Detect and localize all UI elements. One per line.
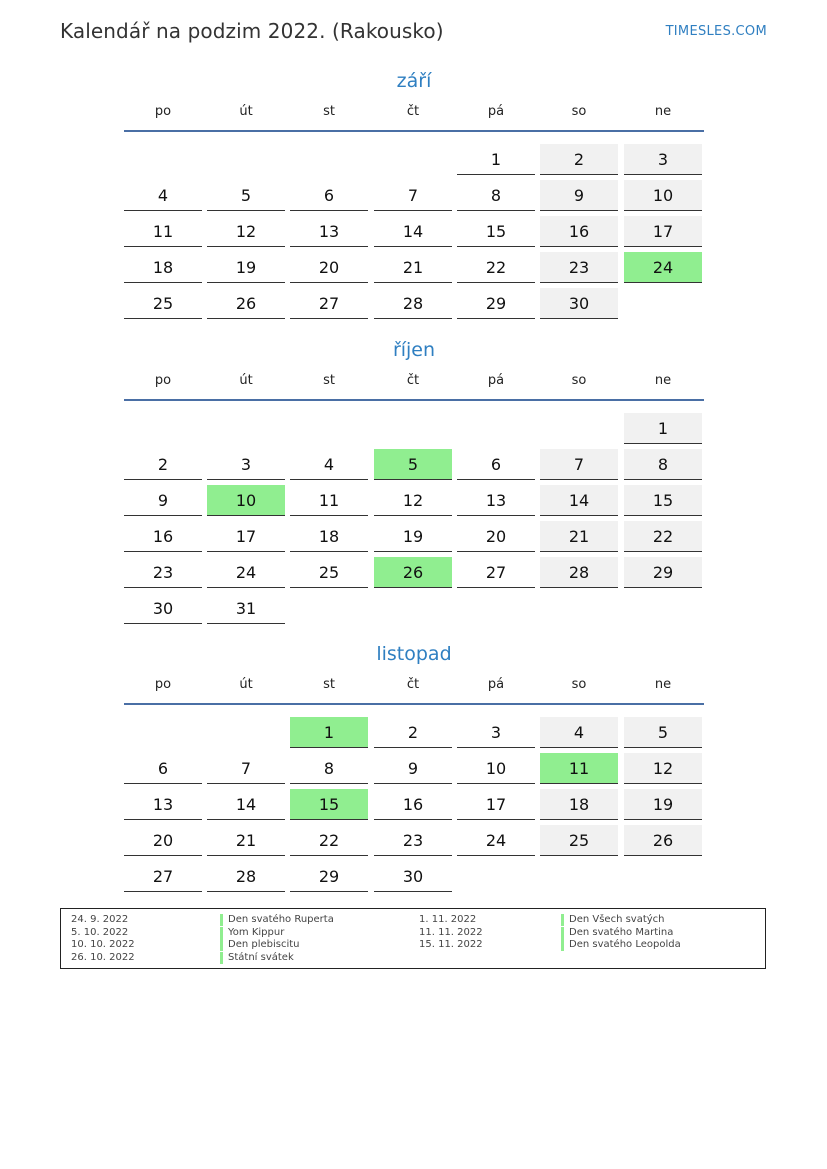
site-link[interactable]: TIMESLES.COM	[665, 24, 767, 39]
month-title: září	[396, 70, 432, 92]
day-cell: 28	[374, 288, 452, 319]
day-cell: 11	[290, 485, 368, 516]
day-cell: 8	[624, 449, 702, 480]
day-cell: 13	[124, 789, 202, 820]
day-cell: 11	[124, 216, 202, 247]
day-cell: 6	[124, 753, 202, 784]
weekday-label: pá	[487, 373, 505, 388]
legend-holiday-name: Yom Kippur	[220, 927, 284, 939]
day-cell: 17	[457, 789, 535, 820]
legend-date: 10. 10. 2022	[71, 939, 135, 951]
day-cell: 6	[290, 180, 368, 211]
day-cell: 6	[457, 449, 535, 480]
day-cell: 22	[290, 825, 368, 856]
day-cell: 2	[124, 449, 202, 480]
header-rule	[124, 399, 704, 401]
weekday-label: so	[571, 104, 587, 119]
weekday-label: st	[323, 677, 335, 692]
day-cell: 29	[290, 861, 368, 892]
day-cell: 29	[624, 557, 702, 588]
day-cell: 12	[624, 753, 702, 784]
day-cell: 2	[374, 717, 452, 748]
header-rule	[124, 130, 704, 132]
day-cell: 12	[207, 216, 285, 247]
day-cell: 2	[540, 144, 618, 175]
day-cell: 13	[457, 485, 535, 516]
legend-date: 5. 10. 2022	[71, 926, 129, 938]
day-cell: 30	[124, 593, 202, 624]
day-cell: 26	[624, 825, 702, 856]
weekday-label: so	[571, 373, 587, 388]
month-title: listopad	[376, 643, 452, 665]
day-cell: 18	[540, 789, 618, 820]
day-cell: 4	[290, 449, 368, 480]
day-cell: 18	[124, 252, 202, 283]
day-cell: 20	[290, 252, 368, 283]
day-cell: 21	[207, 825, 285, 856]
day-cell: 8	[290, 753, 368, 784]
holiday-day-cell: 26	[374, 557, 452, 588]
day-cell: 27	[290, 288, 368, 319]
weekday-header	[124, 373, 704, 393]
page-title: Kalendář na podzim 2022. (Rakousko)	[60, 19, 444, 43]
legend-date: 26. 10. 2022	[71, 952, 135, 964]
legend-date: 11. 11. 2022	[419, 926, 483, 938]
day-cell: 4	[124, 180, 202, 211]
legend-holiday-name: Den plebiscitu	[220, 939, 300, 951]
day-cell: 16	[540, 216, 618, 247]
day-cell: 25	[540, 825, 618, 856]
weekday-label: pá	[487, 677, 505, 692]
weekday-label: út	[239, 104, 253, 119]
day-cell: 21	[540, 521, 618, 552]
weekday-label: po	[154, 104, 172, 119]
day-cell: 10	[624, 180, 702, 211]
day-cell: 12	[374, 485, 452, 516]
weekday-label: st	[323, 104, 335, 119]
day-cell: 25	[124, 288, 202, 319]
holiday-day-cell: 5	[374, 449, 452, 480]
day-cell: 7	[374, 180, 452, 211]
weekday-label: čt	[406, 373, 420, 388]
day-cell: 28	[207, 861, 285, 892]
legend-holiday-name: Den svatého Leopolda	[561, 939, 681, 951]
weekday-label: ne	[654, 104, 672, 119]
day-cell: 26	[207, 288, 285, 319]
weekday-label: ne	[654, 677, 672, 692]
weekday-label: čt	[406, 104, 420, 119]
day-cell: 14	[207, 789, 285, 820]
holiday-legend	[60, 908, 766, 969]
day-cell: 22	[457, 252, 535, 283]
legend-holiday-name: Den svatého Ruperta	[220, 914, 334, 926]
day-cell: 23	[374, 825, 452, 856]
day-cell: 17	[207, 521, 285, 552]
day-cell: 22	[624, 521, 702, 552]
weekday-label: so	[571, 677, 587, 692]
day-cell: 25	[290, 557, 368, 588]
day-cell: 24	[457, 825, 535, 856]
day-cell: 19	[207, 252, 285, 283]
day-cell: 24	[207, 557, 285, 588]
day-cell: 17	[624, 216, 702, 247]
legend-date: 24. 9. 2022	[71, 914, 129, 925]
weekday-label: pá	[487, 104, 505, 119]
weekday-label: út	[239, 373, 253, 388]
day-cell: 5	[624, 717, 702, 748]
day-cell: 30	[540, 288, 618, 319]
day-cell: 3	[624, 144, 702, 175]
weekday-label: út	[239, 677, 253, 692]
day-cell: 9	[374, 753, 452, 784]
weekday-label: po	[154, 677, 172, 692]
day-cell: 9	[540, 180, 618, 211]
day-cell: 16	[374, 789, 452, 820]
holiday-day-cell: 11	[540, 753, 618, 784]
weekday-label: st	[323, 373, 335, 388]
day-cell: 14	[374, 216, 452, 247]
day-cell: 19	[624, 789, 702, 820]
day-cell: 1	[457, 144, 535, 175]
day-cell: 7	[540, 449, 618, 480]
month-title: říjen	[392, 339, 436, 361]
day-cell: 27	[457, 557, 535, 588]
weekday-header	[124, 104, 704, 124]
day-cell: 1	[624, 413, 702, 444]
day-cell: 29	[457, 288, 535, 319]
day-cell: 10	[457, 753, 535, 784]
day-cell: 4	[540, 717, 618, 748]
day-cell: 19	[374, 521, 452, 552]
day-cell: 23	[124, 557, 202, 588]
legend-date: 1. 11. 2022	[419, 914, 477, 925]
day-cell: 9	[124, 485, 202, 516]
day-cell: 16	[124, 521, 202, 552]
day-cell: 28	[540, 557, 618, 588]
holiday-day-cell: 24	[624, 252, 702, 283]
day-cell: 7	[207, 753, 285, 784]
day-cell: 3	[457, 717, 535, 748]
legend-holiday-name: Den svatého Martina	[561, 927, 673, 939]
day-cell: 18	[290, 521, 368, 552]
header-rule	[124, 703, 704, 705]
legend-date: 15. 11. 2022	[419, 939, 483, 951]
day-cell: 30	[374, 861, 452, 892]
day-cell: 27	[124, 861, 202, 892]
weekday-label: ne	[654, 373, 672, 388]
day-cell: 20	[124, 825, 202, 856]
day-cell: 31	[207, 593, 285, 624]
day-cell: 15	[457, 216, 535, 247]
day-cell: 8	[457, 180, 535, 211]
weekday-header	[124, 677, 704, 697]
holiday-day-cell: 10	[207, 485, 285, 516]
day-cell: 14	[540, 485, 618, 516]
day-cell: 21	[374, 252, 452, 283]
weekday-label: čt	[406, 677, 420, 692]
day-cell: 20	[457, 521, 535, 552]
day-cell: 13	[290, 216, 368, 247]
day-cell: 3	[207, 449, 285, 480]
legend-holiday-name: Státní svátek	[220, 952, 294, 964]
weekday-label: po	[154, 373, 172, 388]
holiday-day-cell: 1	[290, 717, 368, 748]
day-cell: 23	[540, 252, 618, 283]
day-cell: 15	[624, 485, 702, 516]
day-cell: 5	[207, 180, 285, 211]
holiday-day-cell: 15	[290, 789, 368, 820]
legend-holiday-name: Den Všech svatých	[561, 914, 665, 926]
